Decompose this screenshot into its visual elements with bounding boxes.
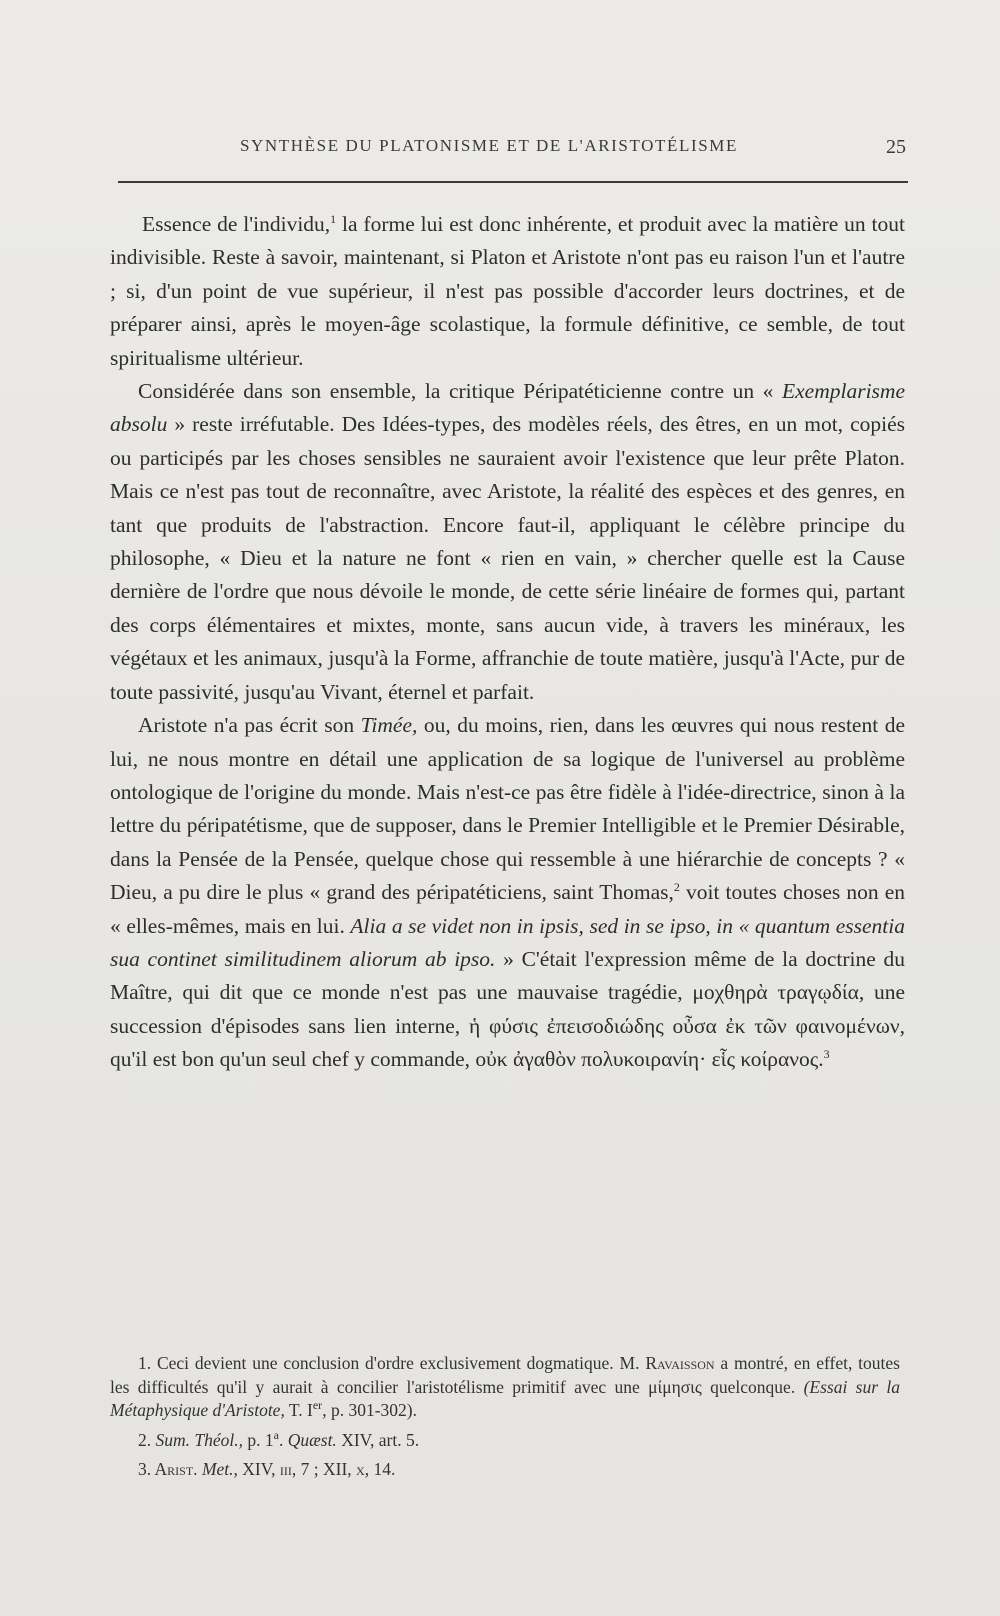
paragraph-2: Considérée dans son ensemble, la critique Péripatéticienne contre un « Exemplarisme absolu » reste irréfutable. Des Idées-types, des modèles réels, des êtres, en un mot, copiés ou participés par les choses sensibles ne sauraient avoir l'existence que leur prête Platon. Mais ce n'est pas tout de reconnaître, avec Aristote, la réalité des espèces et des genres, en tant que produits de l'abstraction. Encore faut-il, appliquant le célèbre principe du philosophe, « Dieu et la nature ne font « rien en vain, » chercher quelle est la Cause dernière de l'ordre que nous dévoile le monde, de cette série linéaire de formes qui, partant des corps élémentaires et mixtes, monte, sans aucun vide, à travers les minéraux, les végétaux et les animaux, jusqu'à la Forme, affranchie de toute matière, jusqu'à l'Acte, pur de toute passivité, jusqu'au Vivant, éternel et parfait. [110,379,905,704]
footnote-3: 3. Arist. Met., XIV, iii, 7 ; XII, x, 14. [138,1459,396,1479]
page-header [120,136,906,166]
paragraph-1: Essence de l'individu,$^1$ la forme lui est donc inhérente, et produit avec la matière un tout indivisible. Reste à savoir, maintenant, si Platon et Aristote n'ont pas eu raison l'un et l'autre ; si, d'un point de vue supérieur, il n'est pas possible d'accorder leurs doctrines, et de préparer ainsi, après le moyen-âge scolastique, la formule définitive, ce semble, de tout spiritualisme ultérieur. [110,211,905,370]
footnote-ref-3: 3 [823,1047,830,1061]
page-number: 25 [886,136,906,158]
footnote-ref-2: 2 [673,879,680,894]
footnote-1: 1. Ceci devient une conclusion d'ordre exclusivement dogmatique. M. Ravaisson a montré, en effet, toutes les difficultés qu'il y aurait à concilier l'aristotélisme primitif avec une μίμησις quelconque. (Essai sur la Métaphysique d'Aristote, T. Ier, p. 301-302). [110,1353,900,1420]
footnote-2: 2. Sum. Théol., p. 1$^a$. Quæst. XIV, art. 5. [138,1427,420,1450]
paragraph-3: Aristote n'a pas écrit son Timée, ou, du moins, rien, dans les œuvres qui nous restent de lui, ne nous montre en détail une application de sa logique de l'universel au problème ontologique de l'origine du monde. Mais n'est-ce pas être fidèle à l'idée-directrice, sinon à la lettre du péripatétisme, que de supposer, dans le Premier Intelligible et le Premier Désirable, dans la Pensée de la Pensée, quelque chose qui ressemble à une hiérarchie de concepts ? « Dieu, a pu dire le plus « grand des péripatéticiens, saint Thomas,$^2$ voit toutes choses non en « elles-mêmes, mais en lui. Alia a se videt non in ipsis, sed in se ipso, in « quantum essentia sua continet similitudinem aliorum ab ipso. » C'était l'expression même de la doctrine du Maître, qui dit que ce monde n'est pas une mauvaise tragédie, μοχθηρὰ τραγῳδία, une succession d'épisodes sans lien interne, ἡ φύσις ἐπεισοδιώδης οὖσα ἐκ τῶν φαινομένων, qu'il est bon qu'un seul chef y commande, οὐκ ἀγαθὸν πολυκοιρανίη· εἷς κοίρανος.$^3$ [110,713,906,1072]
header-rule [118,181,908,183]
body-text [110,208,905,1077]
running-title: SYNTHÈSE DU PLATONISME ET DE L'ARISTOTÉLISME [240,136,738,155]
footnotes [110,1352,900,1488]
footnote-ref-1: 1 [330,211,337,226]
